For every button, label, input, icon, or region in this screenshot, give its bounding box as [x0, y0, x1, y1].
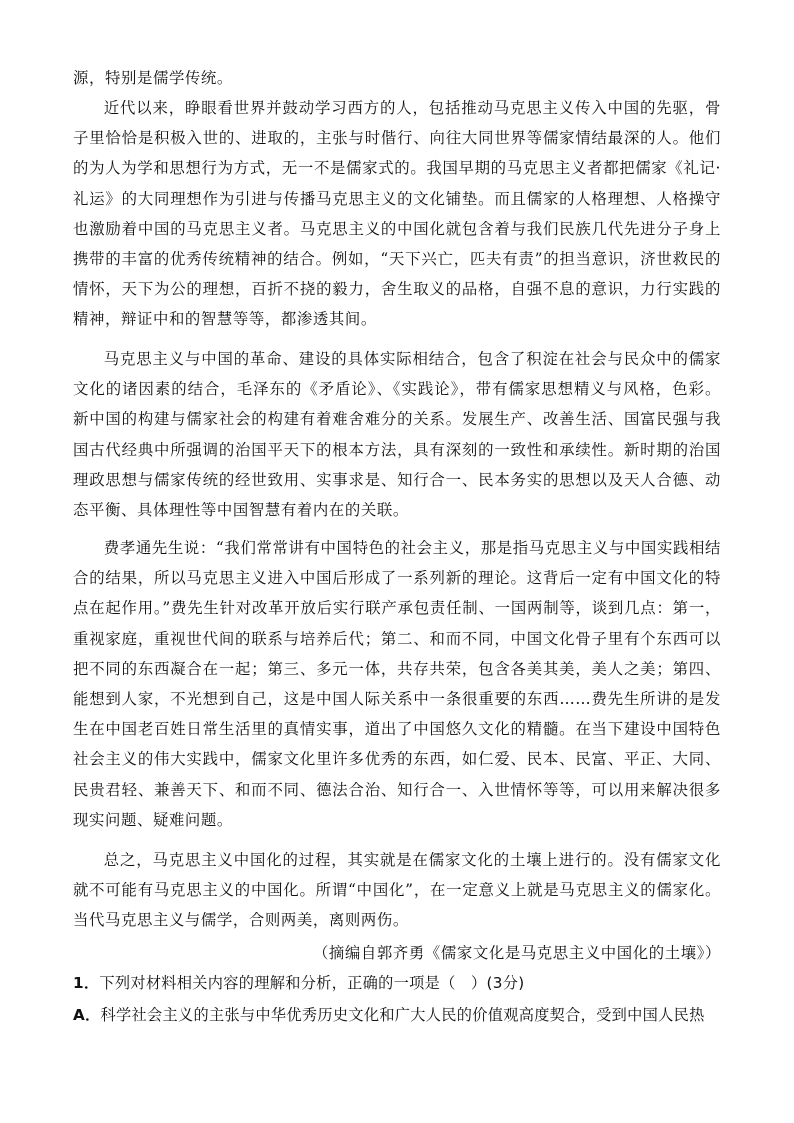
option-a-text: 科学社会主义的主张与中华优秀历史文化和广大人民的价值观高度契合，受到中国人民热 — [100, 1006, 705, 1024]
paragraph-fei-xiaotong: 费孝通先生说：“我们常常讲有中国特色的社会主义，那是指马克思主义与中国实践相结合的结果，所以马克思主义进入中国后形成了一系列新的理论。这背后一定有中国文化的特点在起作用。”费先生针对改革开放后实行联产承包责任制、一国两制等，谈到几点：第一，重视家庭，重视世代间的联系与培养后代；第二、和而不同，中国文化骨子里有个东西可以把不同的东西凝合在一起；第三、多元一体，共存共荣，包含各美其美，美人之美；第四、能想到人家，不光想到自己，这是中国人际关系中一条很重要的东西……费先生所讲的是发生在中国老百姓日常生活里的真情实事，道出了中国悠久文化的精髓。在当下建设中国特色社会主义的伟大实践中，儒家文化里许多优秀的东西，如仁爱、民本、民富、平正、大同、民贵君轻、兼善天下、和而不同、德法合治、知行合一、入世情怀等等，可以用来解决很多现实问题、疑难问题。 — [73, 539, 721, 829]
option-a-letter: A． — [73, 1006, 101, 1024]
option-a — [73, 1000, 733, 1030]
question-number: 1． — [73, 974, 100, 992]
source-citation: （摘编自郭齐勇《儒家文化是马克思主义中国化的土壤》） — [312, 944, 721, 962]
paragraph-modern-era: 近代以来，睁眼看世界并鼓动学习西方的人，包括推动马克思主义传入中国的先驱，骨子里恰恰是积极入世的、进取的，主张与时偕行、向往大同世界等儒家情结最深的人。他们的为人为学和思想行为方式，无一不是儒家式的。我国早期的马克思主义者都把儒家《礼记·礼运》的大同理想作为引进与传播马克思主义的文化铺垫。而且儒家的人格理想、人格操守也激励着中国的马克思主义者。马克思主义的中国化就包含着与我们民族几代先进分子身上携带的丰富的优秀传统精神的结合。例如，“天下兴亡，匹夫有责”的担当意识，济世救民的情怀，天下为公的理想，百折不挠的毅力，舍生取义的品格，自强不息的意识，力行实践的精神，辩证中和的智慧等等，都渗透其间。 — [73, 99, 721, 329]
question-stem: 下列对材料相关内容的理解和分析，正确的一项是（ ）(3分) — [99, 974, 525, 992]
paragraph-conclusion: 总之，马克思主义中国化的过程，其实就是在儒家文化的土壤上进行的。没有儒家文化就不可能有马克思主义的中国化。所谓“中国化”，在一定意义上就是马克思主义的儒家化。当代马克思主义与儒学，合则两美，离则两伤。 — [73, 851, 721, 930]
question-1 — [73, 968, 733, 998]
paragraph-revolution-construction: 马克思主义与中国的革命、建设的具体实际相结合，包含了积淀在社会与民众中的儒家文化的诸因素的结合，毛泽东的《矛盾论》、《实践论》，带有儒家思想精义与风格，色彩。新中国的构建与儒家社会的构建有着难舍难分的关系。发展生产、改善生活、国富民强与我国古代经典中所强调的治国平天下的根本方法，具有深刻的一致性和承续性。新时期的治国理政思想与儒家传统的经世致用、实事求是、知行合一、民本务实的思想以及天人合德、动态平衡、具体理性等中国智慧有着内在的关联。 — [73, 350, 721, 520]
paragraph-continuation: 源，特别是儒学传统。 — [73, 69, 233, 87]
